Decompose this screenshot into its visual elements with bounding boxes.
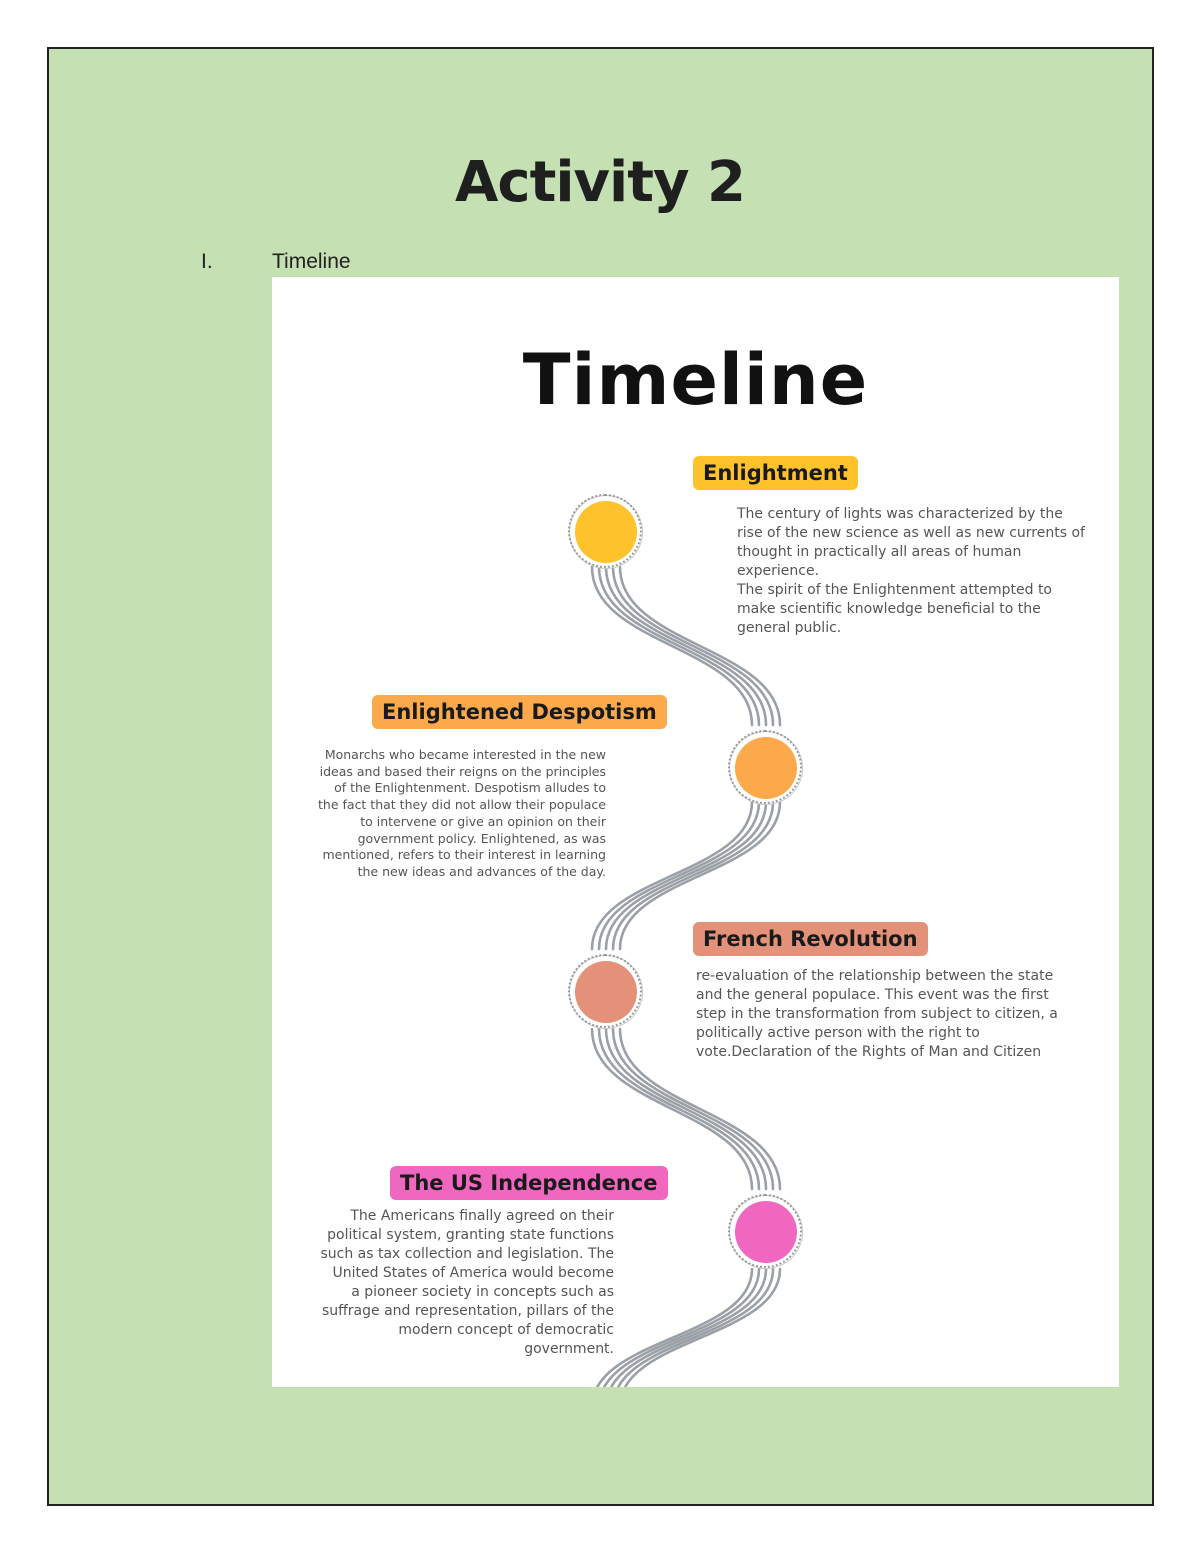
document-title: Activity 2 bbox=[455, 150, 745, 215]
event-tag-enlightened-despotism: Enlightened Despotism bbox=[372, 695, 667, 729]
list-number: I. bbox=[201, 250, 213, 273]
timeline-node-french-revolution bbox=[575, 961, 637, 1023]
infographic-title: Timeline bbox=[522, 339, 869, 421]
event-description-enlightened-despotism bbox=[312, 747, 606, 881]
description-paragraph: The century of lights was characterized by the rise of the new science as well as new currents of thought in practically all areas of human experience. bbox=[737, 506, 1085, 579]
event-description-french-revolution bbox=[696, 967, 1061, 1062]
description-paragraph: The spirit of the Enlightenment attempted to make scientific knowledge beneficial to the general public. bbox=[737, 582, 1052, 636]
event-tag-enlightment: Enlightment bbox=[693, 456, 858, 490]
timeline-node-enlightment bbox=[575, 501, 637, 563]
wave-line bbox=[592, 1269, 752, 1387]
event-tag-french-revolution: French Revolution bbox=[693, 922, 928, 956]
wave-line bbox=[599, 1269, 759, 1387]
event-description-us-independence bbox=[320, 1207, 614, 1359]
event-tag-us-independence: The US Independence bbox=[390, 1166, 668, 1200]
wave-line bbox=[606, 1269, 766, 1387]
description-paragraph: Monarchs who became interested in the new ideas and based their reigns on the principles of the Enlightenment. Despotism alludes to the fact that they did not allow their populace to intervene or give an opinion on their government policy. Enlightened, as was mentioned, refers to their interest in learning the new ideas and advances of the day. bbox=[318, 747, 606, 879]
timeline-infographic bbox=[272, 277, 1119, 1387]
description-paragraph: The Americans finally agreed on their political system, granting state functions such as tax collection and legislation. The United States of America would become a pioneer society in concepts such as suffrage and representation, pillars of the modern concept of democratic government. bbox=[320, 1208, 614, 1357]
list-label: Timeline bbox=[272, 250, 351, 273]
timeline-node-enlightened-despotism bbox=[735, 737, 797, 799]
description-paragraph: re-evaluation of the relationship between the state and the general populace. This event was the first step in the transformation from subject to citizen, a politically active person with the right to vote.Declaration of the Rights of Man and Citizen bbox=[696, 968, 1058, 1060]
timeline-node-us-independence bbox=[735, 1201, 797, 1263]
event-description-enlightment bbox=[737, 505, 1092, 638]
